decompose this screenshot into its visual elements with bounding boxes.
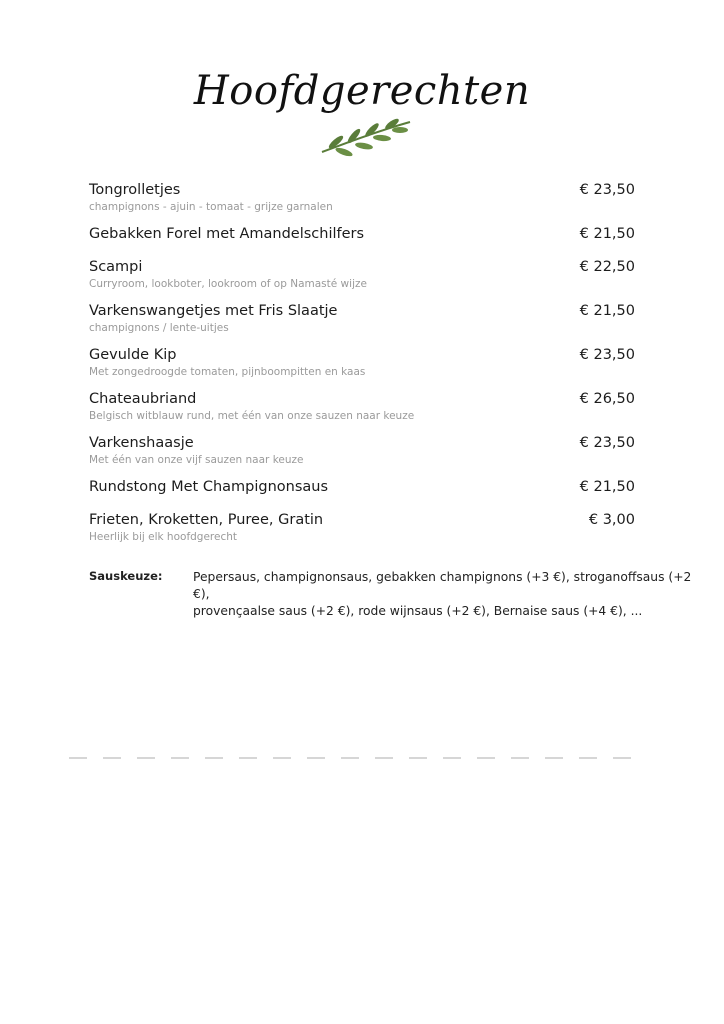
- item-name: Rundstong Met Champignonsaus: [89, 479, 329, 495]
- menu-item: [89, 391, 635, 422]
- menu-list: [89, 182, 635, 556]
- olive-branch-icon: [314, 118, 414, 158]
- menu-item: [89, 347, 635, 378]
- item-price: € 21,50: [579, 226, 635, 242]
- item-name: Chateaubriand: [89, 391, 197, 407]
- sauce-choice: [89, 569, 709, 620]
- item-description: Curryroom, lookboter, lookroom of op Namasté wijze: [89, 278, 367, 290]
- item-description: Belgisch witblauw rund, met één van onze sauzen naar keuze: [89, 410, 415, 422]
- menu-item: [89, 182, 635, 213]
- item-name: Tongrolletjes: [89, 182, 181, 198]
- item-description: Met zongedroogde tomaten, pijnboompitten en kaas: [89, 366, 366, 378]
- sauce-line: Pepersaus, champignonsaus, gebakken champignons (+3 €), stroganoffsaus (+2 €),: [193, 570, 692, 601]
- item-name: Gebakken Forel met Amandelschilfers: [89, 226, 365, 242]
- sauce-line: provençaalse saus (+2 €), rode wijnsaus (+2 €), Bernaise saus (+4 €), ...: [193, 604, 643, 618]
- item-name: Varkenshaasje: [89, 435, 194, 451]
- item-name: Scampi: [89, 259, 143, 275]
- item-description: champignons - ajuin - tomaat - grijze garnalen: [89, 201, 333, 213]
- item-name: Varkenswangetjes met Fris Slaatje: [89, 303, 338, 319]
- sauce-options: [193, 569, 709, 620]
- menu-item: [89, 479, 635, 495]
- menu-item: [89, 512, 635, 543]
- item-description: Heerlijk bij elk hoofdgerecht: [89, 531, 238, 543]
- item-description: champignons / lente-uitjes: [89, 322, 229, 334]
- item-price: € 23,50: [579, 435, 635, 451]
- item-price: € 21,50: [579, 303, 635, 319]
- item-price: € 23,50: [579, 347, 635, 363]
- dashed-divider: [69, 757, 639, 759]
- item-price: € 22,50: [579, 259, 635, 275]
- item-price: € 21,50: [579, 479, 635, 495]
- sauce-label: Sauskeuze:: [89, 569, 163, 583]
- menu-item: [89, 435, 635, 466]
- item-price: € 3,00: [588, 512, 635, 528]
- menu-item: [89, 303, 635, 334]
- item-price: € 23,50: [579, 182, 635, 198]
- menu-item: [89, 259, 635, 290]
- item-name: Gevulde Kip: [89, 347, 177, 363]
- item-price: € 26,50: [579, 391, 635, 407]
- item-name: Frieten, Kroketten, Puree, Gratin: [89, 512, 324, 528]
- menu-item: [89, 226, 635, 242]
- page-title: Hoofdgerechten: [193, 68, 531, 114]
- item-description: Met één van onze vijf sauzen naar keuze: [89, 454, 304, 466]
